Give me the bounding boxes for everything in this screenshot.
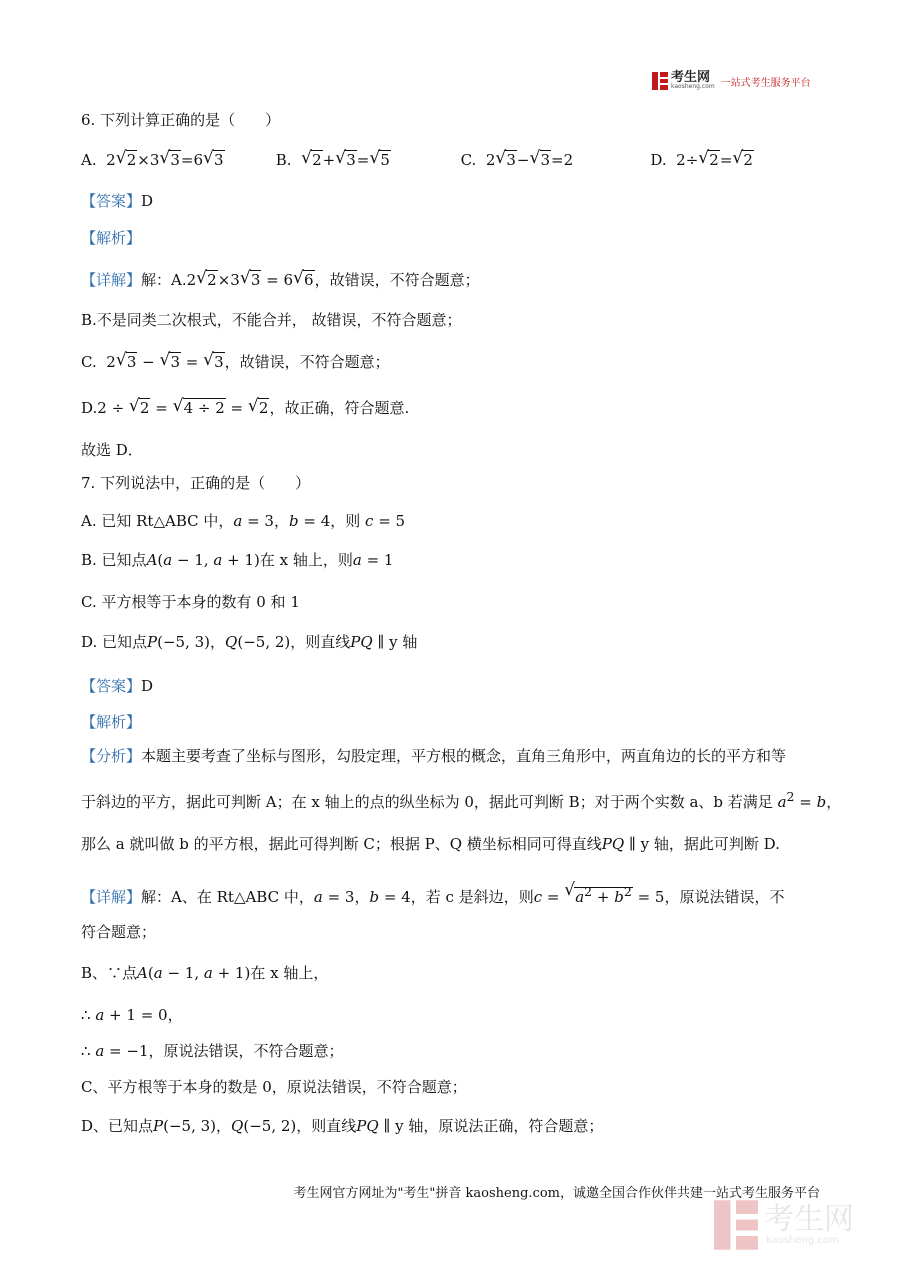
q7-therefore-2: ∴ a = −1，原说法错误，不符合题意；	[81, 1042, 344, 1060]
q7-stem: 7. 下列说法中，正确的是（ ）	[81, 474, 311, 492]
q6-detail-d: D.2 ÷ √ 2 = √ 4 ÷ 2 = √ 2，故正确，符合题意.	[81, 398, 409, 418]
q7-detail-c: C、平方根等于本身的数是 0，原说法错误，不符合题意；	[81, 1078, 467, 1096]
q6-option-c: C. 2√ 3−√ 3=2	[461, 150, 646, 170]
q7-option-c: C. 平方根等于本身的数有 0 和 1	[81, 593, 300, 611]
q7-detail-b: B、∵点A(a − 1, a + 1)在 x 轴上，	[81, 964, 329, 982]
watermark-domain: kaosheng.com	[766, 1234, 839, 1246]
q7-detail-a: 【详解】解：A、在 Rt△ABC 中，a = 3，b = 4，若 c 是斜边，则c = √ $a^2 + b^2 = 5$，原说法错误，不	[81, 882, 784, 907]
q6-detail-b: B.不是同类二次根式，不能合并， 故错误，不符合题意；	[81, 311, 462, 329]
q7-fenxi-3: 那么 a 就叫做 b 的平方根，据此可得判断 C；根据 P、Q 横坐标相同可得直线PQ ∥ y 轴，据此可判断 D.	[81, 835, 780, 853]
q7-fenxi-2: 于斜边的平方，据此可判断 A；在 x 轴上的点的纵坐标为 0，据此可判断 B；对于两个实数 a、b 若满足 $a^2 = b$，	[81, 789, 842, 811]
watermark-text: 考生网	[764, 1201, 854, 1237]
brand-domain: kaosheng.com	[671, 83, 715, 90]
q6-answer: 【答案】D	[81, 192, 154, 210]
q7-option-d: D. 已知点P(−5, 3)，Q(−5, 2)，则直线PQ ∥ y 轴	[81, 633, 418, 651]
watermark	[714, 1197, 884, 1253]
kaosheng-logo-icon	[652, 72, 668, 90]
footer-text: 考生网官方网址为"考生"拼音 kaosheng.com，诚邀全国合作伙伴共建一站式考生服务平台	[293, 1186, 820, 1201]
q7-detail-d: D、已知点P(−5, 3)，Q(−5, 2)，则直线PQ ∥ y 轴，原说法正确，符合题意；	[81, 1117, 604, 1135]
q7-analysis-tag: 【解析】	[81, 713, 142, 731]
q7-therefore-1: ∴ a + 1 = 0，	[81, 1006, 183, 1024]
q6-detail-a: 【详解】解：A.2√ 2×3√ 3 = 6√ 6，故错误，不符合题意；	[81, 270, 480, 290]
header-brand	[652, 72, 811, 90]
q7-option-a: A. 已知 Rt△ABC 中，a = 3，b = 4，则 c = 5	[81, 512, 406, 530]
brand-name: 考生网	[671, 70, 711, 85]
q7-option-b: B. 已知点A(a − 1, a + 1)在 x 轴上，则a = 1	[81, 551, 394, 569]
q6-conclusion: 故选 D．	[81, 441, 143, 459]
q6-analysis-tag: 【解析】	[81, 229, 142, 247]
answer-tag: 【答案】	[81, 192, 142, 210]
q6-option-d: D. 2÷√ 2=√ 2	[650, 150, 754, 170]
watermark-logo-icon	[714, 1200, 758, 1250]
q7-detail-a-cont: 符合题意；	[81, 923, 157, 941]
q7-answer: 【答案】D	[81, 677, 154, 695]
brand-slogan: 一站式考生服务平台	[720, 77, 811, 89]
q6-detail-c: C. 2√ 3 − √ 3 = √ 3，故错误，不符合题意；	[81, 352, 390, 372]
q7-fenxi-1: 【分析】本题主要考查了坐标与图形，勾股定理，平方根的概念，直角三角形中，两直角边的长的平方和等	[81, 747, 787, 765]
q6-option-b: B. √ 2+√ 3=√ 5	[276, 150, 456, 170]
q6-stem: 6. 下列计算正确的是（ ）	[81, 111, 281, 129]
q6-options	[81, 150, 754, 170]
q6-option-a: A. 2√ 2×3√ 3=6√ 3	[81, 150, 271, 170]
